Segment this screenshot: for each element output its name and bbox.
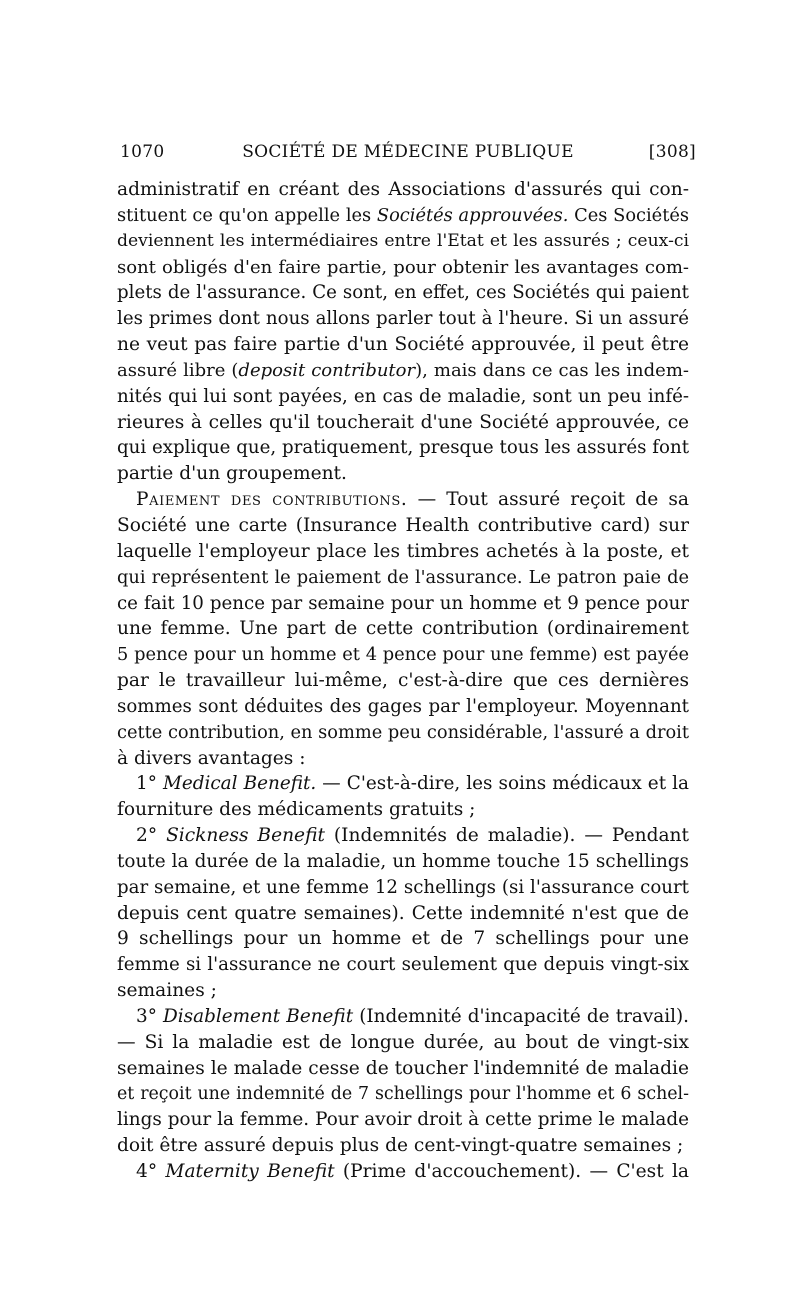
line-text: ce fait 10 pence par semaine pour un homme et 9 pence pour xyxy=(117,592,689,614)
line-text: par semaine, et une femme 12 schellings (si l'assurance court xyxy=(117,876,689,898)
text-line xyxy=(117,513,689,539)
text-line xyxy=(117,746,689,772)
emphasis-text: Disablement Benefit xyxy=(163,1006,354,1027)
line-text: — Si la maladie est de longue durée, au bout de vingt-six xyxy=(117,1031,689,1053)
section-heading: Paiement des contributions. xyxy=(136,489,408,511)
line-text: une femme. Une part de cette contribution (ordinairement xyxy=(117,618,689,640)
text-line xyxy=(117,591,689,617)
line-text: lings pour la femme. Pour avoir droit à cette prime le malade xyxy=(117,1109,689,1131)
text-line xyxy=(117,720,689,746)
text-line xyxy=(117,849,689,875)
line-text: plets de l'assurance. Ce sont, en effet, ces Sociétés qui paient xyxy=(117,282,689,304)
line-text: qui explique que, pratiquement, presque tous les assurés font xyxy=(117,437,689,459)
running-title: SOCIÉTÉ DE MÉDECINE PUBLIQUE xyxy=(242,142,574,162)
text-line xyxy=(117,1107,689,1133)
line-text: sont obligés d'en faire partie, pour obtenir les avantages com- xyxy=(117,256,689,278)
line-text: qui représentent le paiement de l'assurance. Le patron paie de xyxy=(117,566,689,588)
text-line xyxy=(117,1159,689,1185)
line-text: doit être assuré depuis plus de cent-vingt-quatre semaines ; xyxy=(117,1135,684,1157)
line-text: cette contribution, en somme peu considérable, l'assuré a droit xyxy=(117,721,689,743)
line-text: (Indemnités de maladie). — Pendant xyxy=(324,825,690,847)
text-line xyxy=(117,358,689,384)
line-text: (Prime d'accouchement). — C'est la xyxy=(334,1161,689,1183)
line-text: semaines ; xyxy=(117,980,217,1002)
text-line xyxy=(117,255,689,281)
text-line xyxy=(117,332,689,358)
line-text: 3° xyxy=(136,1006,164,1027)
text-line xyxy=(117,435,689,461)
line-text: administratif en créant des Associations d'assurés qui con- xyxy=(117,179,689,200)
text-line xyxy=(117,203,689,229)
body-text xyxy=(117,177,689,1185)
line-text: ne veut pas faire partie d'un Société approuvée, il peut être xyxy=(117,334,689,356)
text-line xyxy=(117,461,689,487)
text-line xyxy=(117,771,689,797)
text-line xyxy=(117,823,689,849)
text-line xyxy=(117,1030,689,1056)
text-line xyxy=(117,616,689,642)
line-text: ), mais dans ce cas les indem- xyxy=(415,359,689,381)
text-line xyxy=(117,694,689,720)
text-line xyxy=(117,901,689,927)
text-line xyxy=(117,280,689,306)
page-number: 1070 xyxy=(120,142,165,162)
text-line xyxy=(117,1004,689,1030)
emphasis-text: Medical Benefit. xyxy=(162,773,317,795)
line-text: semaines le malade cesse de toucher l'indemnité de maladie xyxy=(117,1057,689,1079)
line-text: deviennent les intermédiaires entre l'Etat et les assurés ; ceux-ci xyxy=(117,230,689,251)
text-line xyxy=(117,797,689,823)
text-line xyxy=(117,539,689,565)
text-line xyxy=(117,384,689,410)
line-text: les primes dont nous allons parler tout à l'heure. Si un assuré xyxy=(117,308,689,330)
text-line xyxy=(117,1082,689,1108)
line-text: fourniture des médicaments gratuits ; xyxy=(117,799,476,821)
text-line xyxy=(117,978,689,1004)
text-line xyxy=(117,1133,689,1159)
line-text: — C'est-à-dire, les soins médicaux et la xyxy=(316,773,690,795)
line-text: 4° xyxy=(136,1161,166,1183)
line-text: Société une carte (Insurance Health contributive card) sur xyxy=(117,514,689,536)
line-text: nités qui lui sont payées, en cas de maladie, sont un peu infé- xyxy=(117,385,689,407)
line-text: Ces Sociétés xyxy=(568,204,690,226)
line-text: laquelle l'employeur place les timbres achetés à la poste, et xyxy=(117,540,689,562)
line-text: — Tout assuré reçoit de sa xyxy=(407,489,689,511)
emphasis-text: Sickness Benefit xyxy=(166,825,325,847)
line-text: par le travailleur lui-même, c'est-à-dire que ces dernières xyxy=(117,670,689,692)
line-text: 2° xyxy=(136,825,167,847)
line-text: stituent ce qu'on appelle les xyxy=(117,204,377,226)
running-header xyxy=(120,142,696,168)
line-text: 9 schellings pour un homme et de 7 schellings pour une xyxy=(117,928,689,950)
text-line xyxy=(117,487,689,513)
text-line xyxy=(117,306,689,332)
text-line xyxy=(117,177,689,203)
text-line xyxy=(117,668,689,694)
emphasis-text: Maternity Benefit xyxy=(165,1161,335,1183)
emphasis-text: deposit contributor xyxy=(238,359,416,381)
text-line xyxy=(117,926,689,952)
line-text: 1° xyxy=(136,773,163,795)
text-line xyxy=(117,875,689,901)
line-text: assuré libre ( xyxy=(117,359,239,381)
text-line xyxy=(117,952,689,978)
section-number: [308] xyxy=(648,142,696,162)
line-text: depuis cent quatre semaines). Cette indemnité n'est que de xyxy=(117,902,689,924)
line-text: femme si l'assurance ne court seulement que depuis vingt-six xyxy=(117,954,689,976)
text-line xyxy=(117,642,689,668)
line-text: 5 pence pour un homme et 4 pence pour une femme) est payée xyxy=(117,644,689,666)
text-line xyxy=(117,410,689,436)
line-text: sommes sont déduites des gages par l'employeur. Moyennant xyxy=(117,695,689,717)
line-text: partie d'un groupement. xyxy=(117,463,347,485)
text-line xyxy=(117,229,689,255)
line-text: à divers avantages : xyxy=(117,747,306,769)
line-text: (Indemnité d'incapacité de travail). xyxy=(353,1006,689,1027)
line-text: rieures à celles qu'il toucherait d'une Société approuvée, ce xyxy=(117,411,689,433)
emphasis-text: Sociétés approuvées. xyxy=(376,204,569,226)
text-line xyxy=(117,1056,689,1082)
text-line xyxy=(117,565,689,591)
line-text: et reçoit une indemnité de 7 schellings pour l'homme et 6 schel- xyxy=(117,1083,689,1104)
line-text: toute la durée de la maladie, un homme touche 15 schellings xyxy=(117,850,689,872)
